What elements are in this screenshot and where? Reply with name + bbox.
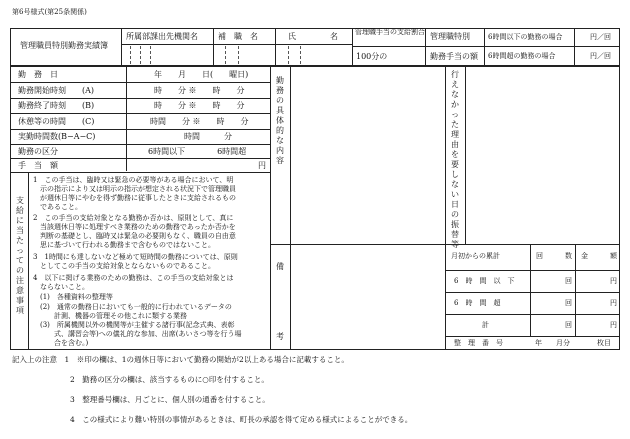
rate-value: 100分の (356, 52, 388, 61)
summary-total-label: 計 (482, 321, 489, 329)
summary-over6-count: 回 (565, 299, 572, 307)
summary-cumulative-label: 月初からの累計 (451, 252, 500, 260)
row-label-end: 勤務終了時刻 (B) (18, 101, 95, 110)
note-line: 示の指示により又は明示の指示が想定される状況下で管理職員 (33, 185, 236, 193)
row-label-start: 勤務開始時刻 (A) (18, 86, 95, 95)
note-line: 3 1時間にも達しないなど極めて短時間の勤務については、原則 (33, 253, 238, 261)
row-value-break: 時間 分 ※ 時 分 (150, 117, 249, 126)
note-line: 式、講習会等)への儀礼的な参加、出席(あいさつ等を行う場 (33, 330, 242, 338)
note-line: (1) 各種資料の整理等 (33, 293, 113, 301)
summary-total-count: 回 (565, 321, 572, 329)
note-line: 計測、機器の管理その他これに類する業務 (33, 312, 187, 320)
note-line: としてこの手当の支給対象とならないものであること。 (33, 262, 215, 270)
row-value-actual: 時間 分 (184, 132, 232, 141)
special-label: 管理職特別 (430, 32, 470, 41)
row-label-actual: 実勤時間数(B−A−C) (18, 132, 96, 141)
form-title: 管理職員特別勤務実績簿 (20, 41, 108, 50)
note-line: 4 以下に掲げる業務のための勤務は、この手当の支給対象とは (33, 274, 234, 282)
note-line: 思に基づいて行われる勤務まで含むものではないこと。 (33, 241, 215, 249)
work-content-vertical-label: 勤務の具体的な内容 (276, 76, 284, 165)
note-line: 当該週休日等に処理すべき業務のための勤務であったか否かを (33, 223, 236, 231)
name-label-right: 名 (330, 32, 338, 41)
rate-label: 管理職手当の支給割合 (355, 28, 425, 36)
note-line: であること。 (33, 203, 82, 211)
form-label: 第6号様式(第25条関係) (12, 8, 87, 16)
footnote-line: 3 整理番号欄は、月ごとに、個人別の通番を付すること。 (70, 395, 270, 404)
row-value-amount: 円 (258, 161, 266, 170)
remarks-vertical-label-a: 備 (276, 262, 284, 271)
note-line: 合を含む。) (33, 339, 89, 347)
under6-label: 6時間以下の勤務の場合 (488, 33, 563, 41)
note-line: (3) 所属機関以外の機関等が主催する諸行事(記念式典、表彰 (33, 321, 235, 329)
footnote-line: 4 この様式により難い特別の事情があるときは、町長の承認を得て定める様式によることができる。 (70, 415, 413, 424)
summary-total-amount: 円 (610, 321, 617, 329)
summary-serial-sheet: 枚目 (597, 339, 611, 347)
summary-count-header-a: 回 (536, 252, 543, 260)
dept-label: 所属部課出先機関名 (126, 32, 198, 41)
note-line: 判断の基礎とし、臨時又は緊急の必要則もなく、職員の自由意 (33, 232, 236, 240)
row-label-class: 勤務の区分 (18, 147, 58, 156)
footnote-line: 2 勤務の区分の欄は、該当するものに○印を付すること。 (70, 375, 269, 384)
remarks-vertical-label-b: 考 (276, 332, 284, 341)
under6-unit: 円／回 (590, 33, 611, 41)
summary-under6-amount: 円 (610, 277, 617, 285)
row-value-start: 時 分 ※ 時 分 (154, 86, 245, 95)
over6-label: 6時間超の勤務の場合 (488, 52, 556, 60)
row-value-end: 時 分 ※ 時 分 (154, 101, 245, 110)
summary-under6-label: 6 時 間 以 下 (454, 277, 515, 285)
note-line: 1 この手当は、臨時又は緊急の必要等がある場合において、明 (33, 176, 234, 184)
name-label-left: 氏 (288, 32, 296, 41)
note-line: (2) 通常の勤務日においても一般的に行われているデータの (33, 303, 232, 311)
notes-vertical-label: 支給に当たっての注意事項 (16, 196, 24, 315)
footnote-line: 記入上の注意 1 ※印の欄は、1の週休日等において勤務の開始が2以上ある場合に記載すること。 (12, 355, 349, 364)
allowance-label: 勤務手当の額 (430, 52, 478, 61)
summary-amount-header-a: 金 (581, 252, 588, 260)
over6-unit: 円／回 (590, 52, 611, 60)
row-value-class: 6時間以下 6時間超 (148, 147, 247, 156)
note-line: が週休日等にやむを得ず勤務に従事したときに支給されるもの (33, 194, 236, 202)
note-line: 2 この手当の支給対象となる勤務か否かは、原則として、真に (33, 214, 234, 222)
reason-vertical-label: 行えなかった理由を要しない日の振替等 (451, 70, 459, 249)
summary-amount-header-b: 額 (610, 252, 617, 260)
summary-serial-label: 整 理 番 号 (454, 339, 503, 347)
row-label-break: 休憩等の時間 (C) (18, 117, 95, 126)
summary-under6-count: 回 (565, 277, 572, 285)
summary-over6-amount: 円 (610, 299, 617, 307)
summary-over6-label: 6 時 間 超 (454, 299, 501, 307)
row-value-date: 年 月 日( 曜日) (154, 70, 249, 79)
row-label-date: 勤 務 日 (18, 70, 58, 79)
summary-serial-month: 年 月分 (535, 339, 570, 347)
position-label: 補 職 名 (218, 32, 258, 41)
row-label-amount: 手 当 額 (18, 161, 58, 170)
note-line: ならないこと。 (33, 283, 89, 291)
summary-count-header-b: 数 (565, 252, 572, 260)
